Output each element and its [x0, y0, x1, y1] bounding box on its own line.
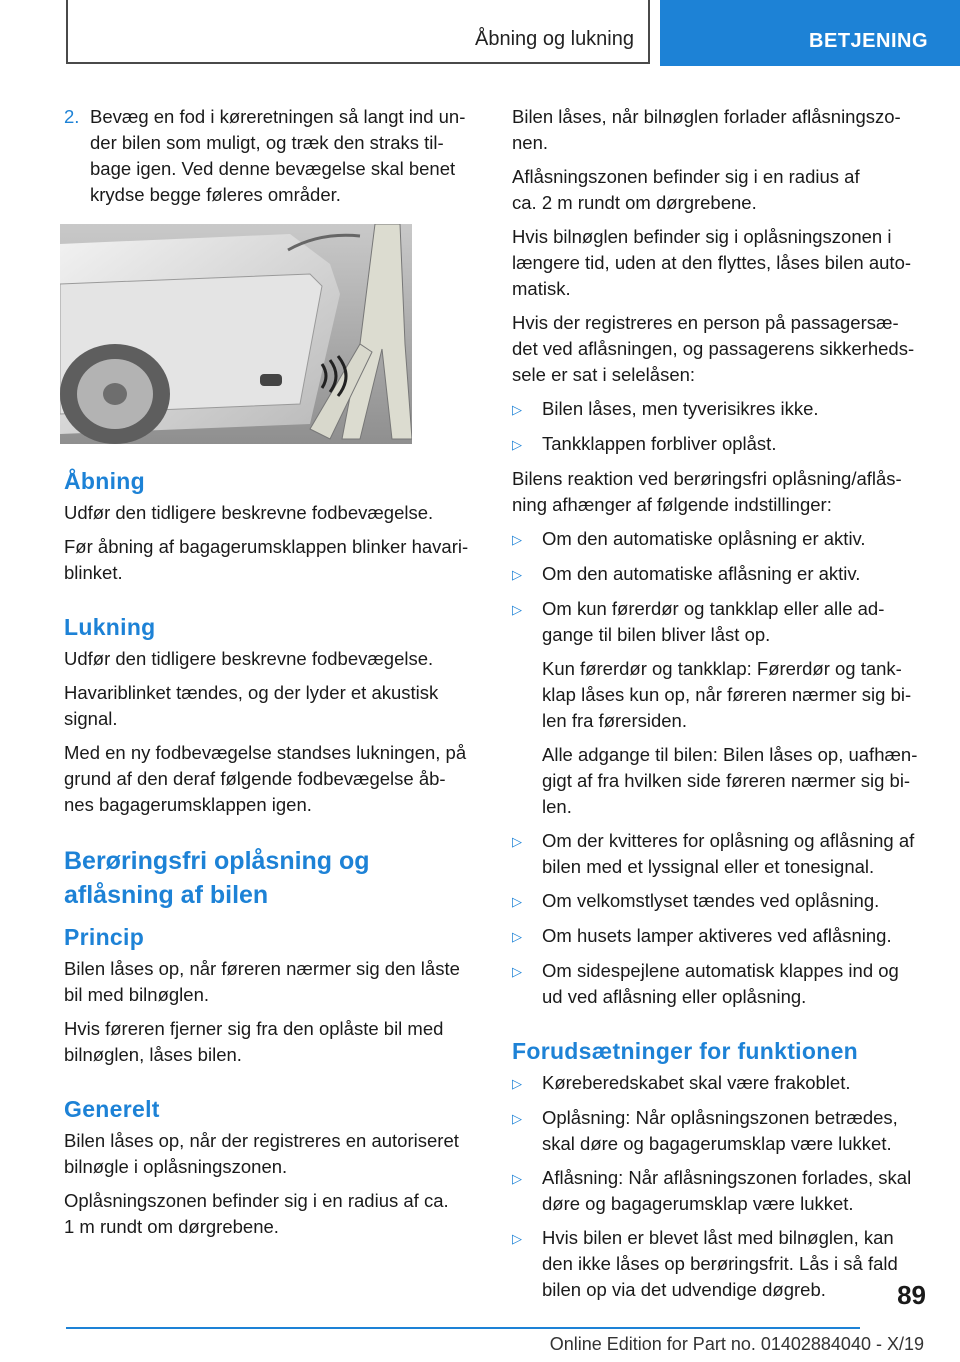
triangle-bullet-icon: ▷: [512, 929, 522, 944]
heading-lukning: Lukning: [64, 614, 156, 640]
triangle-bullet-icon: ▷: [512, 402, 522, 417]
footer-edition-text: Online Edition for Part no. 01402884040 - X/19: [549, 1334, 924, 1354]
aabning-text-1: Udfør den tidligere beskrevne fodbevægelse.: [64, 502, 434, 523]
list-item: ▷ Tankklappen forbliver oplåst.: [512, 431, 926, 458]
triangle-bullet-icon: ▷: [512, 1076, 522, 1091]
triangle-bullet-icon: ▷: [512, 894, 522, 909]
list-item: ▷ Om kun førerdør og tankklap eller alle ad- gange til bilen bliver låst op.: [512, 596, 926, 648]
triangle-bullet-icon: ▷: [512, 834, 522, 849]
footer-rule: [66, 1327, 860, 1329]
right-text-4: Hvis der registreres en person på passagersæ- det ved aflåsningen, og passagerens sikkerheds- sele er sat i selelåsen:: [512, 312, 915, 385]
princip-text-1: Bilen låses op, når føreren nærmer sig den låste bil med bilnøglen.: [64, 958, 460, 1005]
triangle-bullet-icon: ▷: [512, 602, 522, 617]
heading-aabning: Åbning: [64, 468, 145, 494]
princip-text-2: Hvis føreren fjerner sig fra den oplåste bil med bilnøglen, låses bilen.: [64, 1018, 444, 1065]
list-item: ▷ Aflåsning: Når aflåsningszonen forlades, skal døre og bagagerumsklap være lukket.: [512, 1165, 926, 1217]
header-chapter-tab[interactable]: [660, 0, 960, 66]
list-item: ▷ Om den automatiske oplåsning er aktiv.: [512, 526, 926, 553]
right-text-5: Bilens reaktion ved berøringsfri oplåsning/aflås- ning afhænger af følgende indstillinger:: [512, 468, 902, 515]
header-section-title: Åbning og lukning: [474, 28, 634, 50]
list-item: ▷ Hvis bilen er blevet låst med bilnøglen, kan den ikke låses op berøringsfrit. Lås i så fald bilen op via det udvendige døgreb.: [512, 1225, 926, 1303]
list-item: ▷ Om sidespejlene automatisk klappes ind og ud ved aflåsning eller oplåsning.: [512, 958, 926, 1010]
triangle-bullet-icon: ▷: [512, 1111, 522, 1126]
step-text: Bevæg en fod i køreretningen så langt ind un- der bilen som muligt, og træk den straks til- bage igen. Ved denne bevægelse skal benet krydse begge føleres områder.: [90, 106, 466, 205]
triangle-bullet-icon: ▷: [512, 437, 522, 452]
generelt-text-1: Bilen låses op, når der registreres en autoriseret bilnøgle i oplåsningszonen.: [64, 1130, 459, 1177]
header-divider: [648, 0, 650, 64]
right-text-3: Hvis bilnøglen befinder sig i oplåsningszonen i længere tid, uden at den flyttes, låses bilen auto- matisk.: [512, 226, 912, 299]
list-item: ▷ Køreberedskabet skal være frakoblet.: [512, 1070, 926, 1097]
page-number: 89: [897, 1280, 926, 1310]
list-item: ▷ Bilen låses, men tyverisikres ikke.: [512, 396, 926, 423]
step-2: [64, 104, 484, 208]
triangle-bullet-icon: ▷: [512, 1171, 522, 1186]
requirement-bullets: [512, 1070, 926, 1303]
lukning-text-3: Med en ny fodbevægelse standses lukningen, på grund af den deraf følgende fodbevægelse åb- nes bagagerumsklappen igen.: [64, 742, 467, 815]
header-left-rule: [66, 0, 68, 64]
header-bottom-rule: [66, 62, 650, 64]
sub-text-1: Kun førerdør og tankklap: Førerdør og tank- klap låses kun op, når føreren nærmer sig bi- len fra førersiden.: [542, 658, 912, 731]
list-item: ▷ Om den automatiske aflåsning er aktiv.: [512, 561, 926, 588]
list-item: ▷ Om der kvitteres for oplåsning og aflåsning af bilen med et lyssignal eller et tonesignal.: [512, 828, 926, 880]
heading-princip: Princip: [64, 924, 145, 950]
right-text-2: Aflåsningszonen befinder sig i en radius af ca. 2 m rundt om dørgrebene.: [512, 166, 860, 213]
heading-beroeringsfri: Berøringsfri oplåsning og aflåsning af bilen: [64, 847, 370, 909]
step-number: 2.: [64, 106, 80, 127]
aabning-text-2: Før åbning af bagagerumsklappen blinker havari- blinket.: [64, 536, 469, 583]
header-chapter-label: BETJENING: [809, 30, 928, 52]
heading-generelt: Generelt: [64, 1096, 160, 1122]
heading-forudsaetninger: Forudsætninger for funktionen: [512, 1038, 859, 1064]
foot-gesture-illustration: [60, 224, 412, 444]
triangle-bullet-icon: ▷: [512, 1231, 522, 1246]
lukning-text-1: Udfør den tidligere beskrevne fodbevægelse.: [64, 648, 434, 669]
triangle-bullet-icon: ▷: [512, 964, 522, 979]
list-item: ▷ Om husets lamper aktiveres ved aflåsning.: [512, 923, 926, 950]
settings-bullets: [512, 526, 926, 648]
list-item: ▷ Om velkomstlyset tændes ved oplåsning.: [512, 888, 926, 915]
settings-bullets-2: [512, 828, 926, 1010]
triangle-bullet-icon: ▷: [512, 567, 522, 582]
right-column: [512, 104, 926, 1311]
passenger-bullets: [512, 396, 926, 458]
left-column: [64, 104, 484, 1248]
generelt-text-2: Oplåsningszonen befinder sig i en radius af ca. 1 m rundt om dørgrebene.: [64, 1190, 449, 1237]
right-text-1: Bilen låses, når bilnøglen forlader aflåsningszo- nen.: [512, 106, 901, 153]
sub-text-2: Alle adgange til bilen: Bilen låses op, uafhæn- gigt af fra hvilken side føreren nærmer sig bi- len.: [542, 744, 918, 817]
list-item: ▷ Oplåsning: Når oplåsningszonen betrædes, skal døre og bagagerumsklap være lukket.: [512, 1105, 926, 1157]
triangle-bullet-icon: ▷: [512, 532, 522, 547]
lukning-text-2: Havariblinket tændes, og der lyder et akustisk signal.: [64, 682, 439, 729]
